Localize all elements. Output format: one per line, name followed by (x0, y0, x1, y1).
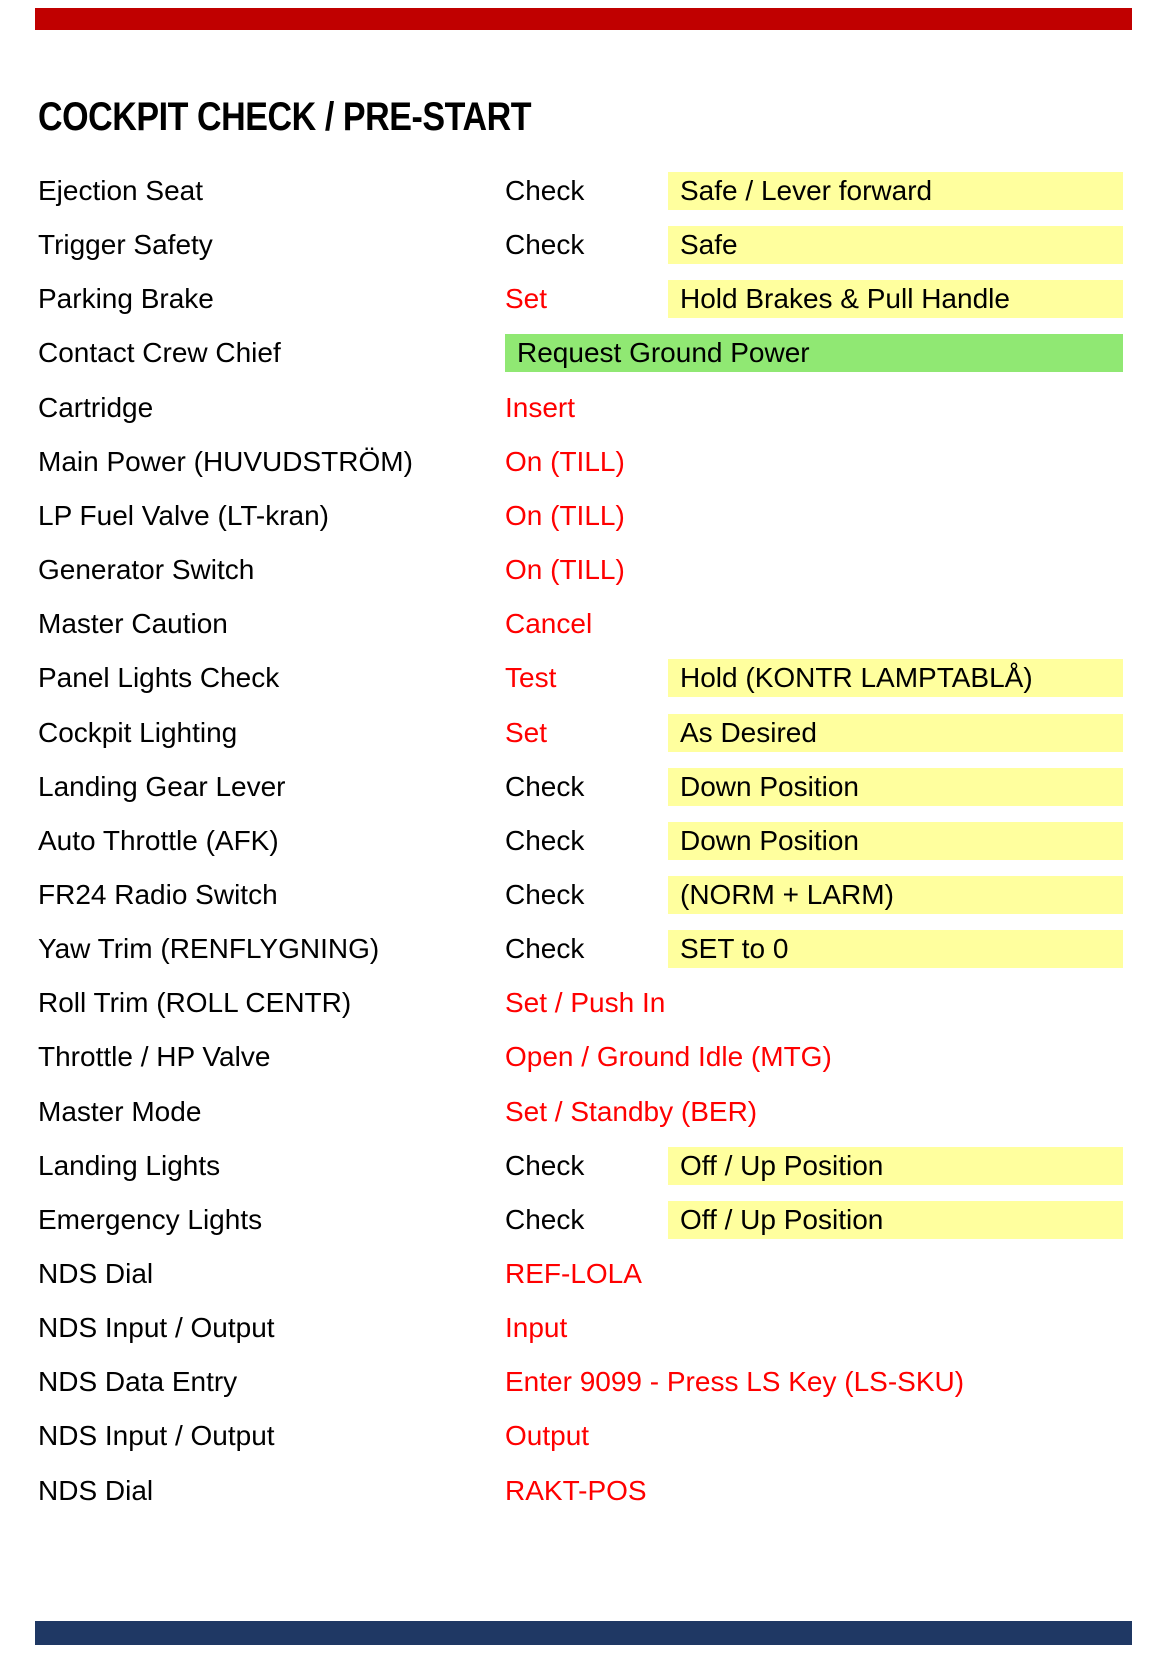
item-label: NDS Dial (38, 1475, 154, 1506)
item-label: Ejection Seat (38, 175, 203, 206)
item-action: Open / Ground Idle (MTG) (505, 1041, 832, 1072)
item-label: Throttle / HP Valve (38, 1041, 271, 1072)
item-label: Contact Crew Chief (38, 337, 281, 368)
item-value-highlight (668, 226, 1123, 264)
checklist-row (0, 659, 1167, 697)
item-label: Roll Trim (ROLL CENTR) (38, 987, 352, 1018)
item-action: Check (505, 1204, 585, 1235)
item-label: Landing Gear Lever (38, 771, 286, 802)
item-action: Check (505, 879, 585, 910)
item-action: On (TILL) (505, 446, 625, 477)
item-value: Hold Brakes & Pull Handle (680, 283, 1010, 314)
item-action: Output (505, 1420, 590, 1451)
item-label: LP Fuel Valve (LT-kran) (38, 500, 330, 531)
item-action: Check (505, 175, 585, 206)
item-value-highlight (668, 1201, 1123, 1239)
checklist-row (0, 389, 1167, 427)
item-action: Check (505, 825, 585, 856)
checklist-row (0, 334, 1167, 372)
item-label: Landing Lights (38, 1150, 221, 1181)
item-value-highlight (668, 768, 1123, 806)
item-value: Down Position (680, 771, 859, 802)
item-action: Check (505, 771, 585, 802)
item-label: Master Caution (38, 608, 228, 639)
checklist-row (0, 172, 1167, 210)
item-value: Off / Up Position (680, 1204, 884, 1235)
item-label: Yaw Trim (RENFLYGNING) (38, 933, 380, 964)
item-value-highlight (505, 334, 1123, 372)
item-label: NDS Input / Output (38, 1420, 275, 1451)
checklist-row (0, 551, 1167, 589)
item-value-highlight (668, 714, 1123, 752)
header-color-bar (35, 8, 1132, 30)
item-action: Set (505, 717, 548, 748)
checklist-row (0, 1309, 1167, 1347)
item-label: Cockpit Lighting (38, 717, 238, 748)
checklist-row (0, 1093, 1167, 1131)
item-value: Request Ground Power (517, 337, 810, 368)
item-label: NDS Data Entry (38, 1366, 238, 1397)
item-action: Set / Standby (BER) (505, 1096, 758, 1127)
checklist-row (0, 443, 1167, 481)
item-action: On (TILL) (505, 500, 625, 531)
item-value-highlight (668, 930, 1123, 968)
item-action: Set / Push In (505, 987, 666, 1018)
item-action: RAKT-POS (505, 1475, 647, 1506)
item-label: Emergency Lights (38, 1204, 263, 1235)
item-label: FR24 Radio Switch (38, 879, 278, 910)
item-label: NDS Dial (38, 1258, 154, 1289)
checklist-row (0, 1255, 1167, 1293)
checklist-row (0, 1472, 1167, 1510)
item-label: Trigger Safety (38, 229, 213, 260)
item-action: On (TILL) (505, 554, 625, 585)
item-action: Check (505, 933, 585, 964)
item-action: Enter 9099 - Press LS Key (LS-SKU) (505, 1366, 965, 1397)
checklist-row (0, 226, 1167, 264)
item-action: Set (505, 283, 548, 314)
item-value: Down Position (680, 825, 859, 856)
item-value-highlight (668, 659, 1123, 697)
item-value-highlight (668, 822, 1123, 860)
item-label: Master Mode (38, 1096, 202, 1127)
item-value: Off / Up Position (680, 1150, 884, 1181)
checklist-row (0, 280, 1167, 318)
item-label: Generator Switch (38, 554, 255, 585)
item-label: NDS Input / Output (38, 1312, 275, 1343)
checklist-row (0, 1038, 1167, 1076)
item-label: Parking Brake (38, 283, 214, 314)
item-action: REF-LOLA (505, 1258, 642, 1289)
item-value-highlight (668, 876, 1123, 914)
checklist-row (0, 876, 1167, 914)
checklist-row (0, 714, 1167, 752)
footer-color-bar (35, 1621, 1132, 1645)
item-value: Safe / Lever forward (680, 175, 933, 206)
item-value-highlight (668, 172, 1123, 210)
item-action: Input (505, 1312, 568, 1343)
checklist-row (0, 1201, 1167, 1239)
item-value: As Desired (680, 717, 817, 748)
checklist-row (0, 930, 1167, 968)
item-action: Check (505, 1150, 585, 1181)
item-action: Cancel (505, 608, 593, 639)
checklist-row (0, 1147, 1167, 1185)
checklist-row (0, 497, 1167, 535)
item-action: Check (505, 229, 585, 260)
item-label: Main Power (HUVUDSTRÖM) (38, 446, 413, 477)
item-action: Test (505, 662, 557, 693)
item-value: Hold (KONTR LAMPTABLÅ) (680, 662, 1033, 693)
item-value-highlight (668, 280, 1123, 318)
item-value-highlight (668, 1147, 1123, 1185)
item-label: Cartridge (38, 392, 154, 423)
checklist-row (0, 1417, 1167, 1455)
item-action: Insert (505, 392, 576, 423)
checklist-row (0, 822, 1167, 860)
item-value: (NORM + LARM) (680, 879, 894, 910)
checklist-row (0, 1363, 1167, 1401)
item-label: Auto Throttle (AFK) (38, 825, 279, 856)
checklist-row (0, 984, 1167, 1022)
checklist-row (0, 605, 1167, 643)
item-value: SET to 0 (680, 933, 789, 964)
item-label: Panel Lights Check (38, 662, 280, 693)
checklist-row (0, 768, 1167, 806)
page-title: COCKPIT CHECK / PRE-START (38, 94, 532, 139)
item-value: Safe (680, 229, 738, 260)
